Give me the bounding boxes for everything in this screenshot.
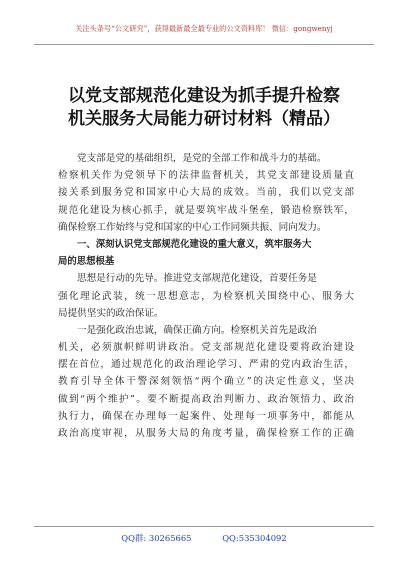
section-heading-line-1: 一、深刻认识党支部规范化建设的重大意义，筑牢服务大 bbox=[77, 238, 312, 250]
document-body bbox=[58, 150, 354, 442]
body-line: 机关，必须旗帜鲜明讲政治。党支部规范化建设要将政治建设 bbox=[58, 342, 354, 354]
header-divider bbox=[34, 44, 374, 45]
body-line: 检察机关作为党领导下的法律监督机关，其党支部建设质量直 bbox=[58, 170, 354, 182]
body-line: 强化理论武装，统一思想意志，为检察机关围绕中心、服务大 bbox=[58, 290, 354, 302]
header-banner: 关注头条号“公文研究”，获得最新最全最专业的公文资料库！ 微信：gongwenyj bbox=[75, 24, 333, 33]
title-line-2: 机关服务大局能力研讨材料（精品） bbox=[68, 109, 340, 129]
footer-qq: QQ:535304092 bbox=[222, 533, 287, 543]
body-line: 政治高度审视，从服务大局的角度考量，确保检察工作的正确 bbox=[58, 428, 354, 439]
body-line: 接关系到服务党和国家中心大局的成效。当前，我们以党支部 bbox=[58, 187, 354, 199]
body-line: 一是强化政治忠诚，确保正确方向。检察机关首先是政治 bbox=[77, 324, 317, 336]
document-title bbox=[30, 85, 378, 131]
footer-qq-group: QQ群: 30265665 bbox=[121, 533, 192, 543]
body-line: 确保检察工作始终与党和国家的中心工作同频共振、同向发力。 bbox=[58, 221, 327, 233]
body-line: 局提供坚实的政治保证。 bbox=[58, 307, 164, 319]
body-line: 摆在首位，通过规范化的政治理论学习、严肃的党内政治生活， bbox=[58, 359, 354, 371]
body-line: 思想是行动的先导。推进党支部规范化建设，首要任务是 bbox=[77, 273, 317, 285]
footer bbox=[34, 532, 374, 544]
title-line-1: 以党支部规范化建设为抓手提升检察 bbox=[68, 86, 340, 106]
body-line: 教育引导全体干警深刻领悟“两个确立”的决定性意义，坚决 bbox=[58, 376, 354, 388]
section-heading-line-2: 局的思想根基 bbox=[58, 256, 115, 268]
body-line: 党支部是党的基础组织，是党的全部工作和战斗力的基础。 bbox=[77, 153, 327, 164]
footer-divider bbox=[34, 526, 374, 527]
body-line: 执行力，确保在办理每一起案件、处理每一项事务中，都能从 bbox=[58, 410, 354, 422]
body-line: 做到“两个维护”。要不断提高政治判断力、政治领悟力、政治 bbox=[58, 393, 354, 405]
body-line: 规范化建设为核心抓手，就是要筑牢战斗堡垒，锻造检察铁军， bbox=[58, 204, 354, 216]
